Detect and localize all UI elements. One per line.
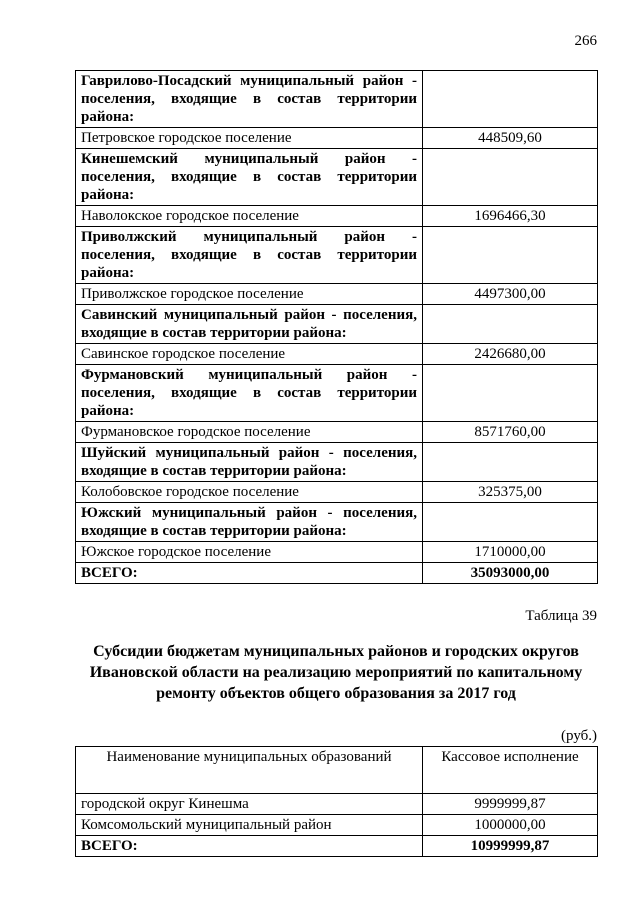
budget-table-settlements bbox=[75, 70, 598, 584]
table-row bbox=[76, 815, 598, 836]
table-row bbox=[76, 284, 598, 305]
row-value bbox=[423, 365, 598, 422]
row-value bbox=[423, 227, 598, 284]
row-label: ВСЕГО: bbox=[76, 836, 423, 857]
row-label: Приволжский муниципальный район - поселения, входящие в состав территории района: bbox=[76, 227, 423, 284]
table-row bbox=[76, 794, 598, 815]
table-header-row bbox=[76, 747, 598, 794]
table-row bbox=[76, 443, 598, 482]
row-value: 448509,60 bbox=[423, 128, 598, 149]
row-value bbox=[423, 503, 598, 542]
row-value: 35093000,00 bbox=[423, 563, 598, 584]
unit-note: (руб.) bbox=[561, 728, 597, 744]
section-title: Субсидии бюджетам муниципальных районов и городских округов Ивановской области на реализацию мероприятий по капитальному ремонту объектов общего образования за 2017 год bbox=[89, 643, 583, 702]
row-label: Приволжское городское поселение bbox=[76, 284, 423, 305]
row-value: 4497300,00 bbox=[423, 284, 598, 305]
row-value: 1710000,00 bbox=[423, 542, 598, 563]
table-row bbox=[76, 503, 598, 542]
row-label: Фурмановский муниципальный район - поселения, входящие в состав территории района: bbox=[76, 365, 423, 422]
row-value: 2426680,00 bbox=[423, 344, 598, 365]
row-label: Савинское городское поселение bbox=[76, 344, 423, 365]
page-number: 266 bbox=[574, 33, 597, 49]
row-label: Южское городское поселение bbox=[76, 542, 423, 563]
table-caption: Таблица 39 bbox=[525, 608, 597, 624]
budget-table-districts bbox=[75, 746, 598, 857]
table-row bbox=[76, 365, 598, 422]
row-value: 9999999,87 bbox=[423, 794, 598, 815]
table-total-row bbox=[76, 563, 598, 584]
column-header-execution: Кассовое исполнение bbox=[423, 747, 598, 794]
row-label: Южский муниципальный район - поселения, входящие в состав территории района: bbox=[76, 503, 423, 542]
row-label: ВСЕГО: bbox=[76, 563, 423, 584]
table-total-row bbox=[76, 836, 598, 857]
row-label: Кинешемский муниципальный район - поселения, входящие в состав территории района: bbox=[76, 149, 423, 206]
row-label: Комсомольский муниципальный район bbox=[76, 815, 423, 836]
row-label: Наволокское городское поселение bbox=[76, 206, 423, 227]
table-row bbox=[76, 227, 598, 284]
table-row bbox=[76, 305, 598, 344]
table-row bbox=[76, 128, 598, 149]
row-label: Колобовское городское поселение bbox=[76, 482, 423, 503]
table-row bbox=[76, 206, 598, 227]
column-header-name: Наименование муниципальных образований bbox=[76, 747, 423, 794]
row-label: Фурмановское городское поселение bbox=[76, 422, 423, 443]
row-value: 10999999,87 bbox=[423, 836, 598, 857]
table-row bbox=[76, 344, 598, 365]
row-value: 8571760,00 bbox=[423, 422, 598, 443]
row-label: Гаврилово-Посадский муниципальный район - поселения, входящие в состав территории района: bbox=[76, 71, 423, 128]
row-value bbox=[423, 443, 598, 482]
row-value: 325375,00 bbox=[423, 482, 598, 503]
table-row bbox=[76, 149, 598, 206]
row-value: 1000000,00 bbox=[423, 815, 598, 836]
row-value bbox=[423, 149, 598, 206]
table-row bbox=[76, 542, 598, 563]
table-row bbox=[76, 482, 598, 503]
row-value bbox=[423, 71, 598, 128]
row-label: Шуйский муниципальный район - поселения, входящие в состав территории района: bbox=[76, 443, 423, 482]
row-value: 1696466,30 bbox=[423, 206, 598, 227]
row-label: Петровское городское поселение bbox=[76, 128, 423, 149]
row-value bbox=[423, 305, 598, 344]
row-label: городской округ Кинешма bbox=[76, 794, 423, 815]
table-row bbox=[76, 422, 598, 443]
table-row bbox=[76, 71, 598, 128]
row-label: Савинский муниципальный район - поселения, входящие в состав территории района: bbox=[76, 305, 423, 344]
